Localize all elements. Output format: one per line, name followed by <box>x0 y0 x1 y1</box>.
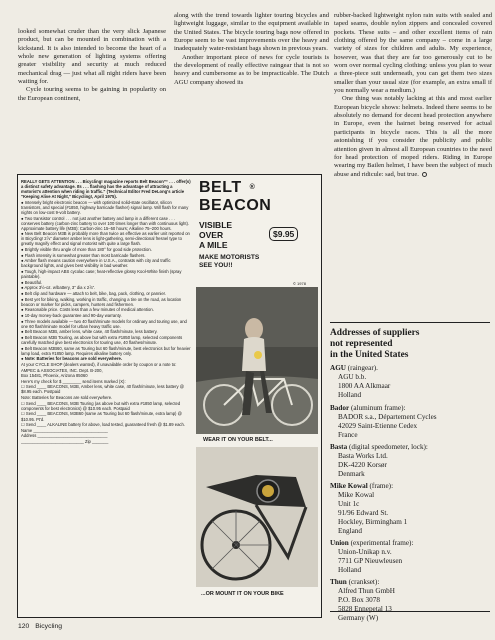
supplier-entry <box>330 443 490 479</box>
ad-body-line: Address ______________________________ <box>21 433 108 439</box>
supplier-heading <box>330 364 490 373</box>
article-column-3 <box>334 12 492 179</box>
supplier-entry <box>330 539 490 575</box>
supplier-heading <box>330 578 490 587</box>
ad-slogan: MAKE MOTORISTS SEE YOU!! <box>199 254 260 270</box>
ad-body-line: ● New Belt Beacon M3B is probably more than twice as effective as earlier unit reported on in Bicycling! 2⅞" diameter amber lens is light-gathering, semi-directional fresnel type to greatly magnify effect and signal motorist with quite a large flash. <box>21 231 190 247</box>
supplier-product: (experimental frame): <box>350 539 414 548</box>
copyright-notice: © 1978 <box>293 281 306 286</box>
supplier-heading <box>330 539 490 548</box>
article-paragraph: Cycle touring seems to be gaining in popularity on the European continent, <box>18 86 166 102</box>
address-line: 1800 AA Alkmaar <box>338 382 391 391</box>
address-line: P.O. Box 3078 <box>338 596 380 605</box>
supplier-product: (aluminum frame): <box>350 403 406 412</box>
ad-feature-panel <box>193 177 321 617</box>
supplier-entry <box>330 578 490 623</box>
address-line: Alfred Thun GmbH <box>338 587 395 596</box>
ad-body-line: AMPEC & ASSOCIATES, INC. Dept. B-200, <box>21 367 103 373</box>
address-line: BADOR s.a., Département Cycles <box>338 412 437 421</box>
ad-body-line: Here's my check for $ ________ send items marked (X): <box>21 378 126 384</box>
ad-body-line: ☐ Send ____ BEACONS, M3B, Amber lens, white case, 40 flash/minute, less battery @ $8.95 each. Postpaid <box>21 384 185 395</box>
address-line: Basta Works Ltd. <box>338 451 388 460</box>
supplier-name: Bador <box>330 403 350 412</box>
article-paragraph: rubber-backed lightweight nylon rain suits with sealed and taped seams, double nylon zippers and concealed covered pockets. These suits – and other excellent items of rain clothing offered by the same company – come in a large variety of sizes for children and adults. My experience, however, was that they are far too generously cut to be worn over normal cycling clothing: unless you plan to wear a three-piece suit underneath, you can get them two sizes smaller than your usual size (for example, an extra small if you normally wear a medium.) <box>334 12 492 95</box>
supplier-addresses-box <box>330 322 490 623</box>
end-of-article-icon <box>422 172 427 177</box>
brand-line-2: BEACON <box>199 197 272 214</box>
ad-body-line: ● Approx 3½-oz. w/battery, 3" dia x 2⅞". <box>21 285 96 291</box>
ad-body-line: ● Reasonable price. Costs less than a few minutes of medical attention. <box>21 307 154 313</box>
ad-brand-logo <box>199 179 271 215</box>
supplier-entry <box>330 404 490 440</box>
supplier-product: (frame): <box>369 481 394 490</box>
supplier-entry <box>330 482 490 536</box>
article-column-2 <box>174 12 329 87</box>
magazine-name: Bicycling <box>35 623 63 630</box>
supplier-heading <box>330 443 490 452</box>
address-line: Germany (W) <box>338 614 379 623</box>
supplier-product: (digital speedometer, lock): <box>348 442 428 451</box>
supplier-heading <box>330 404 490 413</box>
belt-beacon-advertisement <box>17 174 322 618</box>
supplier-entry <box>330 364 490 400</box>
supplier-name: AGU <box>330 364 346 373</box>
ad-body-line: ● Note: Batteries for beacons are sold everywhere. <box>21 356 122 362</box>
address-list <box>330 364 490 623</box>
article-paragraph: looked somewhat cruder than the very slick Japanese product, but can be mounted in combination with a kickstand. It is also intended to become the heart of a whole new generation of lighting systems offering greater visibility and security at much reduced mechanical drag — just what all night riders have been waiting for. <box>18 28 166 86</box>
page-number: 120 <box>18 623 30 630</box>
ad-body-line: ● Best yet for biking, walking, working in traffic, changing a tire on the road, as location beacon or marker for picks, campers, hunters and fishermen. <box>21 296 182 307</box>
page-footer <box>18 623 62 630</box>
ad-body-line: ● Intensely bright electronic beacon — with optimized solid-state oscillator, silicon transistors, and special (#1850, highway barricade flasher) signal lamp. Will flash for many nights on low-cost 9-volt battery. <box>21 199 189 215</box>
supplier-product: (raingear). <box>347 364 378 373</box>
ad-body-line: ___________________________ Zip _______ <box>21 439 109 445</box>
ad-body-line: Note: Batteries for Beacons are sold everywhere. <box>21 395 113 401</box>
address-line: France <box>338 430 358 439</box>
supplier-name: Union <box>330 539 349 548</box>
ad-body-line: Box 15481, Phoenix, Arizona 85060 <box>21 373 88 379</box>
article-column-1 <box>18 28 166 103</box>
visible-over-a-mile: VISIBLE OVER A MILE <box>199 220 233 250</box>
photo-beacon-on-bike <box>196 447 318 587</box>
ad-body-line: ● Flash intensity is somewhat greater than most barricade flashers. <box>21 252 146 258</box>
ad-body-line: REALLY GETS ATTENTION . . . Bicycling! magazine reports Belt Beacon™ . . . offer(s) a distinct safety advantage. Its . . . flashing has the advantage of attracting a motorist's attention when riding in traffic." (Technical Editor Fred DeLong's article "Keeping Alive At Night," Bicycling!, April 1975). <box>21 179 191 200</box>
address-line: AGU b.b. <box>338 373 367 382</box>
address-line: Hockley, Birmingham 1 <box>338 517 408 526</box>
ad-body-line: ● Two transistor control . . . not just another battery and lamp in a different case . . . conserves battery (carbon-zinc battery to over 100 times longer than with continuous light). Approximate battery life (M3B): Carbon-zinc 15–50 hours; Alkaline 75–200 hours. <box>21 215 190 231</box>
brand-line-1: BELT <box>199 179 242 196</box>
address-line: Holland <box>338 391 362 400</box>
address-line: 5828 Ennepetal 13 <box>338 605 392 614</box>
article-paragraph: Another important piece of news for cycle tourists is the development of really effective raingear that is not so heavy and cumbersome as to be impracticable. The Dutch AGU company showed its <box>174 53 329 86</box>
ad-body-line: ● Belt Beacon M3B60, same as Touring but 60 flash/minute, best electronics but for heavier lamp load, extra #1850 lamp. Requires alkaline battery only. <box>21 345 191 356</box>
ad-body-line: ● Three models available — two 40 flash/minute models for ordinary and touring use, and one 60 flash/minute model for urban heavy traffic use. <box>21 318 187 329</box>
ad-body-line: At your CYCLE SHOP (dealers wanted), if unavailable order by coupon or a note to: <box>21 361 177 367</box>
address-line: 91/96 Edward St. <box>338 508 389 517</box>
addresses-title: Addresses of suppliers not represented in the United States <box>330 328 420 360</box>
address-line: 42029 Saint-Etienne Cedex <box>338 421 418 430</box>
address-line: Denmark <box>338 469 365 478</box>
address-line: 7711 GP Nieuwleusen <box>338 557 403 566</box>
article-paragraph: One thing was notably lacking at this and most earlier European bicycle shows: helmets. Indeed there seems to be absolutely no demand for decent head protection anywhere in Europe, even the hairnet being reserved for actual participants in bicycle races. This is all the more astonishing if you consider the publicity and public attention given in almost all European countries to the need for head protection of moped riders. Riding in Europe wearing my Bailen helmet, I have been the subject of much abuse and ridicule: sad, but true. <box>334 95 492 178</box>
photo-caption-top: WEAR IT ON YOUR BELT... <box>203 437 273 443</box>
supplier-name: Basta <box>330 442 348 451</box>
supplier-name: Thun <box>330 578 347 587</box>
article-paragraph: along with the trend towards lighter touring bicycles and lightweight luggage, similar to the equipment available in the United States. The bicycle touring bags now offered in Europe seem to be vast improvements over the heavy and inadequately water-resistant bags shown in previous years. <box>174 12 329 53</box>
ad-body-line: ● 10-day money-back guarantee and 90-day warranty. <box>21 312 122 318</box>
address-line: Holland <box>338 566 362 575</box>
photo-rider-with-bike <box>196 287 318 434</box>
ad-body-text <box>21 179 191 615</box>
photo-caption-bottom: ...OR MOUNT IT ON YOUR BIKE <box>201 591 284 597</box>
supplier-name: Mike Kowal <box>330 481 368 490</box>
ad-body-line: Name ________________________________ <box>21 427 108 433</box>
address-line: England <box>338 526 362 535</box>
address-line: Union-Unikap n.v. <box>338 548 392 557</box>
address-line: Unit 1c <box>338 499 360 508</box>
ad-body-line: ● Brightly visible thru angle of more than 180° for good side protection. <box>21 246 152 252</box>
ad-body-line: ● Beautiful. <box>21 279 43 285</box>
address-line: DK-4220 Korsør <box>338 460 387 469</box>
ad-body-line: ● Belt Beacon M3B Touring, as above but with extra #1850 lamp, selected components carefully matched give best electronics for touring use, 40 flashes/minute. <box>21 334 183 345</box>
ad-body-line: ● Belt Beacon M3B, amber lens, white case, 40 flash/minute, less battery. <box>21 329 158 335</box>
registered-mark: ® <box>249 184 256 191</box>
ad-body-line: ☐ Send ____ ALKALINE battery for above, load tested, guaranteed fresh @ $1.89 each. <box>21 422 185 428</box>
ad-body-line: ☐ Send ____ BEACONS, M3B60 (same as Touring but 60 flash/minute, extra lamp) @ $10.95. Pt'd. <box>21 411 182 422</box>
price-badge: $9.95 <box>269 227 298 241</box>
ad-body-line: ☐ Send ____ BEACONS, M3B Touring (as above but with extra #1850 lamp, selected components for best electronics) @ $10.95 each. Postpaid <box>21 400 181 411</box>
ad-body-line: ● Tough, high-impact ABS cycolac case; heat-reflective glossy Kool-White finish (spray paintable). <box>21 268 182 279</box>
ad-body-line: ● Belt clip and hardware — attach to belt, bike, bag, pack, clothing, or pannier. <box>21 290 166 296</box>
address-line: Mike Kowal <box>338 490 375 499</box>
ad-body-line: ● Amber flash means caution everywhere in U.S.A., contrasts with city and traffic background lights, and gives best visibility in bad weather. <box>21 258 171 269</box>
supplier-heading <box>330 482 490 491</box>
supplier-product: (crankset): <box>348 578 380 587</box>
